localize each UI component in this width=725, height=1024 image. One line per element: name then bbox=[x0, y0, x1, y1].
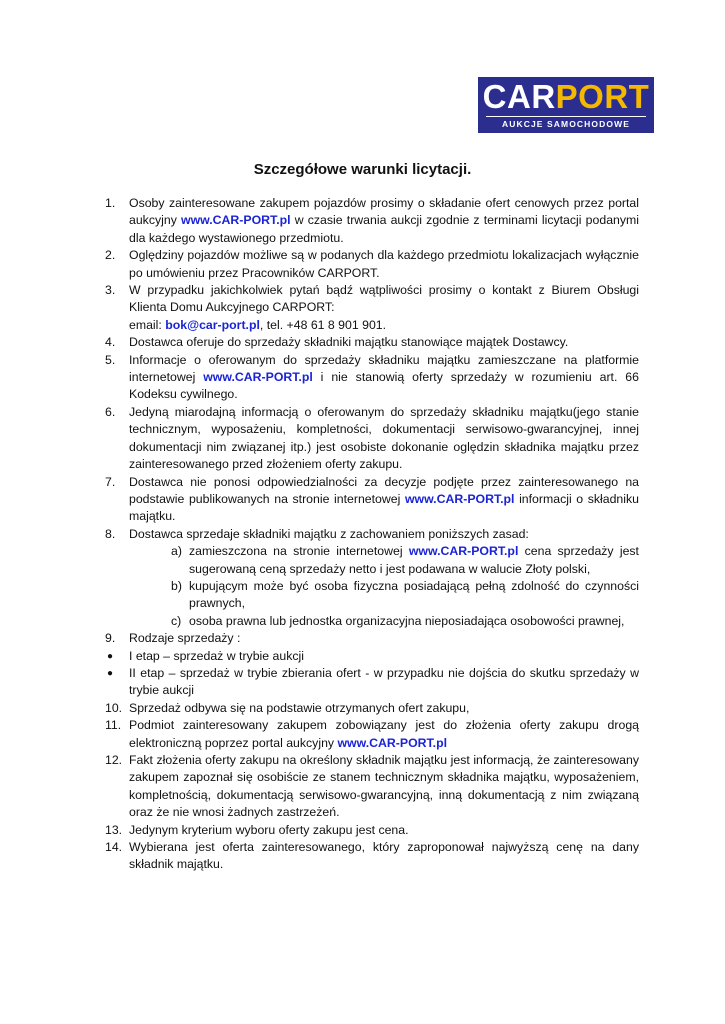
list-item-8 bbox=[105, 526, 639, 543]
logo-tagline: AUKCJE SAMOCHODOWE bbox=[486, 116, 646, 130]
item-text: Informacje o oferowanym do sprzedaży składniku majątku zamieszczane na platformie internetowej bbox=[129, 352, 639, 385]
list-item-10 bbox=[105, 700, 639, 717]
item-number: 8. bbox=[105, 526, 116, 541]
item-text: kupującym może być osoba fizyczna posiadającą pełną zdolność do czynności prawnych, bbox=[189, 578, 639, 611]
list-item-13 bbox=[105, 822, 639, 839]
sub-item-c bbox=[171, 613, 639, 630]
item-number: 11. bbox=[105, 718, 122, 733]
item-number: 1. bbox=[105, 196, 116, 210]
item-number: 6. bbox=[105, 404, 116, 419]
item-text: W przypadku jakichkolwiek pytań bądź wątpliwości prosimy o kontakt z Biurem Obsługi Klienta Domu Aukcyjnego CARPORT: bbox=[129, 283, 639, 315]
list-item-6 bbox=[105, 404, 639, 474]
item-number: 7. bbox=[105, 474, 116, 489]
item-text: II etap – sprzedaż w trybie zbierania ofert - w przypadku nie dojścia do skutku sprzedaży w trybie aukcji bbox=[129, 665, 639, 698]
carport-link[interactable]: www.CAR-PORT.pl bbox=[408, 544, 519, 559]
sub-item-letter: a) bbox=[171, 544, 182, 559]
item-text: Rodzaje sprzedaży : bbox=[129, 631, 241, 646]
item-number: 9. bbox=[105, 631, 116, 646]
logo-brand-car: CAR bbox=[482, 78, 556, 115]
phone-text: , tel. +48 61 8 901 901. bbox=[259, 317, 387, 332]
list-item-3 bbox=[105, 282, 639, 334]
contact-line bbox=[129, 317, 639, 334]
item-text: Sprzedaż odbywa się na podstawie otrzymanych ofert zakupu, bbox=[129, 700, 470, 715]
item-number: 3. bbox=[105, 283, 116, 298]
item-text: cena sprzedaży jest sugerowaną ceną sprzedaży netto i jest podawana w walucie Złoty polski, bbox=[189, 544, 639, 576]
carport-link[interactable]: www.CAR-PORT.pl bbox=[203, 370, 313, 385]
list-item-11 bbox=[105, 717, 639, 752]
list-item-4 bbox=[105, 334, 639, 351]
bullet-icon: ● bbox=[107, 667, 114, 679]
item-number: 5. bbox=[105, 352, 116, 367]
page-title: Szczegółowe warunki licytacji. bbox=[253, 161, 472, 178]
list-item-9 bbox=[105, 630, 639, 647]
bullet-item-2 bbox=[105, 665, 639, 700]
email-label: email: bbox=[129, 317, 166, 332]
list-item-5 bbox=[105, 352, 639, 404]
carport-link[interactable]: www.CAR-PORT.pl bbox=[337, 735, 448, 750]
carport-logo bbox=[478, 77, 654, 133]
list-item-1 bbox=[105, 195, 639, 247]
item-number: 10. bbox=[105, 700, 123, 715]
item-number: 13. bbox=[105, 822, 123, 837]
item-text: Oględziny pojazdów możliwe są w podanych dla każdego przedmiotu lokalizacjach wyłącznie po umówieniu przez Pracowników CARPORT. bbox=[129, 248, 639, 280]
item-text: Fakt złożenia oferty zakupu na określony składnik majątku jest informacją, że zainteresowany zakupem zapoznał się osobiście ze stanem technicznym składnika majątku, wyposażeniem, kompletnością, dokumentacją serwisowo-gwarancyjną, inną dokumentacją z nim związaną oraz że nie wnosi żadnych zastrzeżeń. bbox=[129, 753, 639, 820]
list-item-12 bbox=[105, 752, 639, 822]
item-number: 12. bbox=[105, 753, 123, 767]
item-text: Podmiot zainteresowany zakupem zobowiązany jest do złożenia oferty zakupu drogą elektroniczną poprzez portal aukcyjny bbox=[129, 718, 639, 750]
sub-item-a bbox=[171, 543, 639, 578]
item-text: informacji o składniku majątku. bbox=[129, 491, 639, 524]
sub-item-letter: b) bbox=[171, 578, 182, 593]
item-text: Jedyną miarodajną informacją o oferowanym do sprzedaży składniku majątku(jego stanie technicznym, wyposażeniu, kompletności, dokumentacji serwisowo-gwarancyjnej, innej dokumentacji nim związanej itp.) jest osobiste dokonanie oględzin składnika majątku przez zainteresowanego przed złożeniem oferty zakupu. bbox=[129, 404, 639, 472]
list-item-2 bbox=[105, 247, 639, 282]
item-text: Osoby zainteresowane zakupem pojazdów prosimy o składanie ofert cenowych przez portal aukcyjny bbox=[129, 196, 639, 228]
item-text: w czasie trwania aukcji zgodnie z terminami licytacji podanymi dla każdego wystawionego przedmiotu. bbox=[129, 213, 639, 245]
list-item-7 bbox=[105, 474, 639, 526]
item-text: I etap – sprzedaż w trybie aukcji bbox=[129, 648, 304, 663]
item-text: Jedynym kryterium wyboru oferty zakupu jest cena. bbox=[129, 822, 409, 837]
item-text: Wybierana jest oferta zainteresowanego, który zaproponował najwyższą cenę na dany składnik majątku. bbox=[129, 840, 639, 872]
list-item-14 bbox=[105, 839, 639, 874]
item-text: Dostawca nie ponosi odpowiedzialności za decyzje podjęte przez zainteresowanego na podstawie publikowanych na stronie internetowej bbox=[129, 474, 639, 506]
item-text: Dostawca oferuje do sprzedaży składniki majątku stanowiące majątek Dostawcy. bbox=[129, 335, 569, 350]
terms-list bbox=[105, 195, 639, 874]
item-number: 2. bbox=[105, 248, 116, 263]
bullet-icon: ● bbox=[107, 650, 114, 662]
item-text: Dostawca sprzedaje składniki majątku z zachowaniem poniższych zasad: bbox=[129, 526, 529, 541]
item-text: osoba prawna lub jednostka organizacyjna nieposiadająca osobowości prawnej, bbox=[189, 613, 625, 628]
logo-brand bbox=[478, 80, 654, 114]
item-number: 4. bbox=[105, 335, 116, 350]
sub-item-b bbox=[171, 578, 639, 613]
sub-list bbox=[105, 543, 639, 630]
bullet-item-1 bbox=[105, 648, 639, 665]
sub-item-letter: c) bbox=[171, 613, 182, 628]
logo-brand-port: PORT bbox=[555, 78, 650, 115]
item-number: 14. bbox=[105, 840, 123, 855]
item-text: i nie stanowią oferty sprzedaży w rozumieniu art. 66 Kodeksu cywilnego. bbox=[129, 370, 639, 402]
carport-link[interactable]: www.CAR-PORT.pl bbox=[181, 213, 291, 228]
carport-link[interactable]: www.CAR-PORT.pl bbox=[404, 491, 515, 506]
email-link[interactable]: bok@car-port.pl bbox=[165, 317, 260, 332]
item-text: zamieszczona na stronie internetowej bbox=[189, 544, 409, 559]
